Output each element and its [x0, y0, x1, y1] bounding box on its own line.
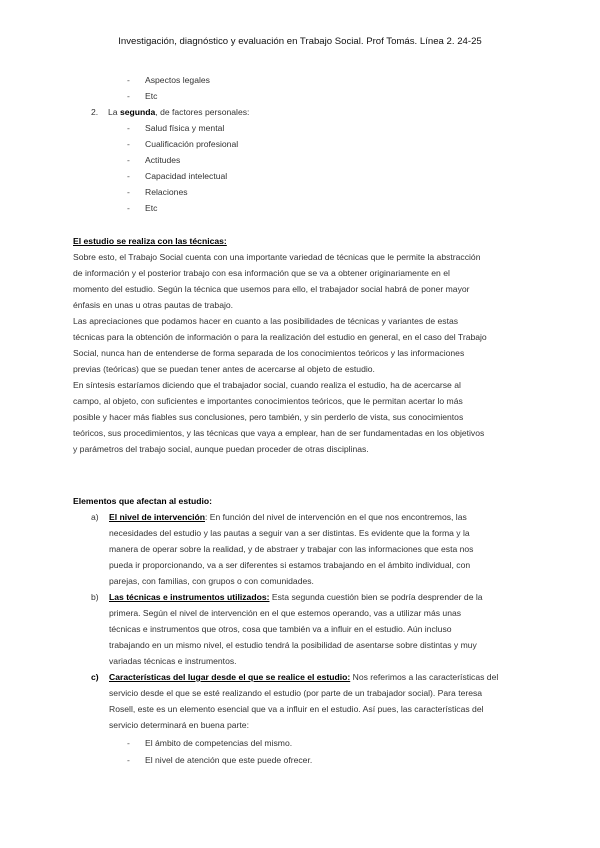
item-prefix: La: [108, 107, 120, 117]
list-item: Actitudes: [145, 155, 181, 165]
paragraph-line: técnicas para la obtención de información o para la realización del estudio en general, en el caso del Trabajo: [73, 332, 487, 342]
paragraph-line: Las apreciaciones que podamos hacer en cuanto a las posibilidades de técnicas y variantes de estas: [73, 316, 459, 326]
paragraph-line: manera de operar sobre la realidad, y de abstraer y trabajar con las informaciones que esta nos: [109, 544, 474, 554]
paragraph-line: En síntesis estaríamos diciendo que el trabajador social, cuando realiza el estudio, ha de acercarse al: [73, 380, 461, 390]
paragraph-line: campo, al objeto, con suficientes e importantes conocimientos teóricos, que le permitan acertar lo más: [73, 396, 463, 406]
list-bullet: -: [127, 139, 130, 149]
subsection-heading: El nivel de intervención: [109, 512, 205, 522]
paragraph-line: teóricos, sus procedimientos, y las técnicas que vaya a emplear, han de ser fundamentadas en los objetivos: [73, 428, 485, 438]
list-number: 2.: [91, 107, 99, 117]
section-title: Elementos que afectan al estudio:: [73, 496, 212, 506]
paragraph-line: necesidades del estudio y las pautas a seguir van a ser distintas. Es evidente que la forma y la: [109, 528, 470, 538]
paragraph-line: de información y el posterior trabajo con esa información que se va a obtener originariamente en el: [73, 268, 450, 278]
paragraph-line: momento del estudio. Según la técnica que usemos para ello, el trabajador social habrá de poner mayor: [73, 284, 470, 294]
list-item: Relaciones: [145, 187, 188, 197]
subsection-first-line: [109, 509, 467, 525]
paragraph-line: pueda ir proporcionando, va a ser diferentes si estamos trabajando en el ámbito individual, con: [109, 560, 471, 570]
list-bullet: -: [127, 155, 130, 165]
subsection-text: : En función del nivel de intervención en el que nos encontremos, las: [205, 512, 467, 522]
paragraph-line: Rosell, este es un elemento esencial que va a influir en el estudio. Así pues, las características del: [109, 704, 484, 714]
page-header: Investigación, diagnóstico y evaluación en Trabajo Social. Prof Tomás. Línea 2. 24-25: [118, 36, 482, 47]
subsection-first-line: [109, 669, 498, 685]
paragraph-line: énfasis en unas u otras pautas de trabajo.: [73, 300, 234, 310]
list-bullet: -: [127, 123, 130, 133]
paragraph-line: Social, nunca han de entenderse de forma separada de los conocimientos teóricos y las informaciones: [73, 348, 465, 358]
list-item: Etc: [145, 203, 158, 213]
item-bold: segunda: [119, 107, 156, 117]
list-bullet: -: [127, 203, 130, 213]
list-marker: c): [91, 672, 99, 682]
subsection-heading: Las técnicas e instrumentos utilizados:: [109, 592, 270, 602]
list-bullet: -: [127, 738, 130, 748]
subsection-text: Esta segunda cuestión bien se podría desprender de la: [269, 592, 483, 602]
list-bullet: -: [127, 187, 130, 197]
subsection-text: Nos referimos a las características del: [350, 672, 499, 682]
list-item: Cualificación profesional: [145, 139, 239, 149]
section-title: El estudio se realiza con las técnicas:: [73, 236, 227, 246]
list-item: El ámbito de competencias del mismo.: [145, 738, 293, 748]
subsection-heading: Características del lugar desde el que se realice el estudio:: [109, 672, 351, 682]
list-marker: b): [91, 592, 99, 602]
paragraph-line: técnicas e instrumentos que otros, cosa que también va a influir en el estudio. Aún incluso: [109, 624, 452, 634]
paragraph-line: parejas, con familias, con grupos o con comunidades.: [109, 576, 314, 586]
list-item: Aspectos legales: [145, 75, 210, 85]
paragraph-line: servicio desde el que se esté realizando el estudio (por parte de un trabajador social). Para teresa: [109, 688, 483, 698]
item-suffix: , de factores personales:: [155, 107, 250, 117]
paragraph-line: servicio determinará en buena parte:: [109, 720, 249, 730]
paragraph-line: trabajando en un mismo nivel, el estudio tendrá la posibilidad de asentarse sobre distintas y muy: [109, 640, 477, 650]
list-bullet: -: [127, 91, 130, 101]
list-item: Salud física y mental: [145, 123, 225, 133]
list-bullet: -: [127, 171, 130, 181]
list-item: Capacidad intelectual: [145, 171, 228, 181]
paragraph-line: primera. Según el nivel de intervención en el que estemos operando, vas a utilizar más unas: [109, 608, 462, 618]
paragraph-line: y parámetros del trabajo social, aunque puedan proceder de otras disciplinas.: [73, 444, 369, 454]
list-item: Etc: [145, 91, 158, 101]
paragraph-line: Sobre esto, el Trabajo Social cuenta con una importante variedad de técnicas que le permite la abstracción: [73, 252, 481, 262]
numbered-item: [108, 104, 249, 120]
list-bullet: -: [127, 755, 130, 765]
paragraph-line: variadas técnicas e instrumentos.: [109, 656, 237, 666]
paragraph-line: previas (teóricas) que se puedan tener antes de acercarse al objeto de estudio.: [73, 364, 375, 374]
list-bullet: -: [127, 75, 130, 85]
subsection-first-line: [109, 589, 483, 605]
list-item: El nivel de atención que este puede ofrecer.: [145, 755, 313, 765]
paragraph-line: posible y hacer más fiables sus conclusiones, pero también, y sin perderlo de vista, sus conocimientos: [73, 412, 464, 422]
list-marker: a): [91, 512, 99, 522]
